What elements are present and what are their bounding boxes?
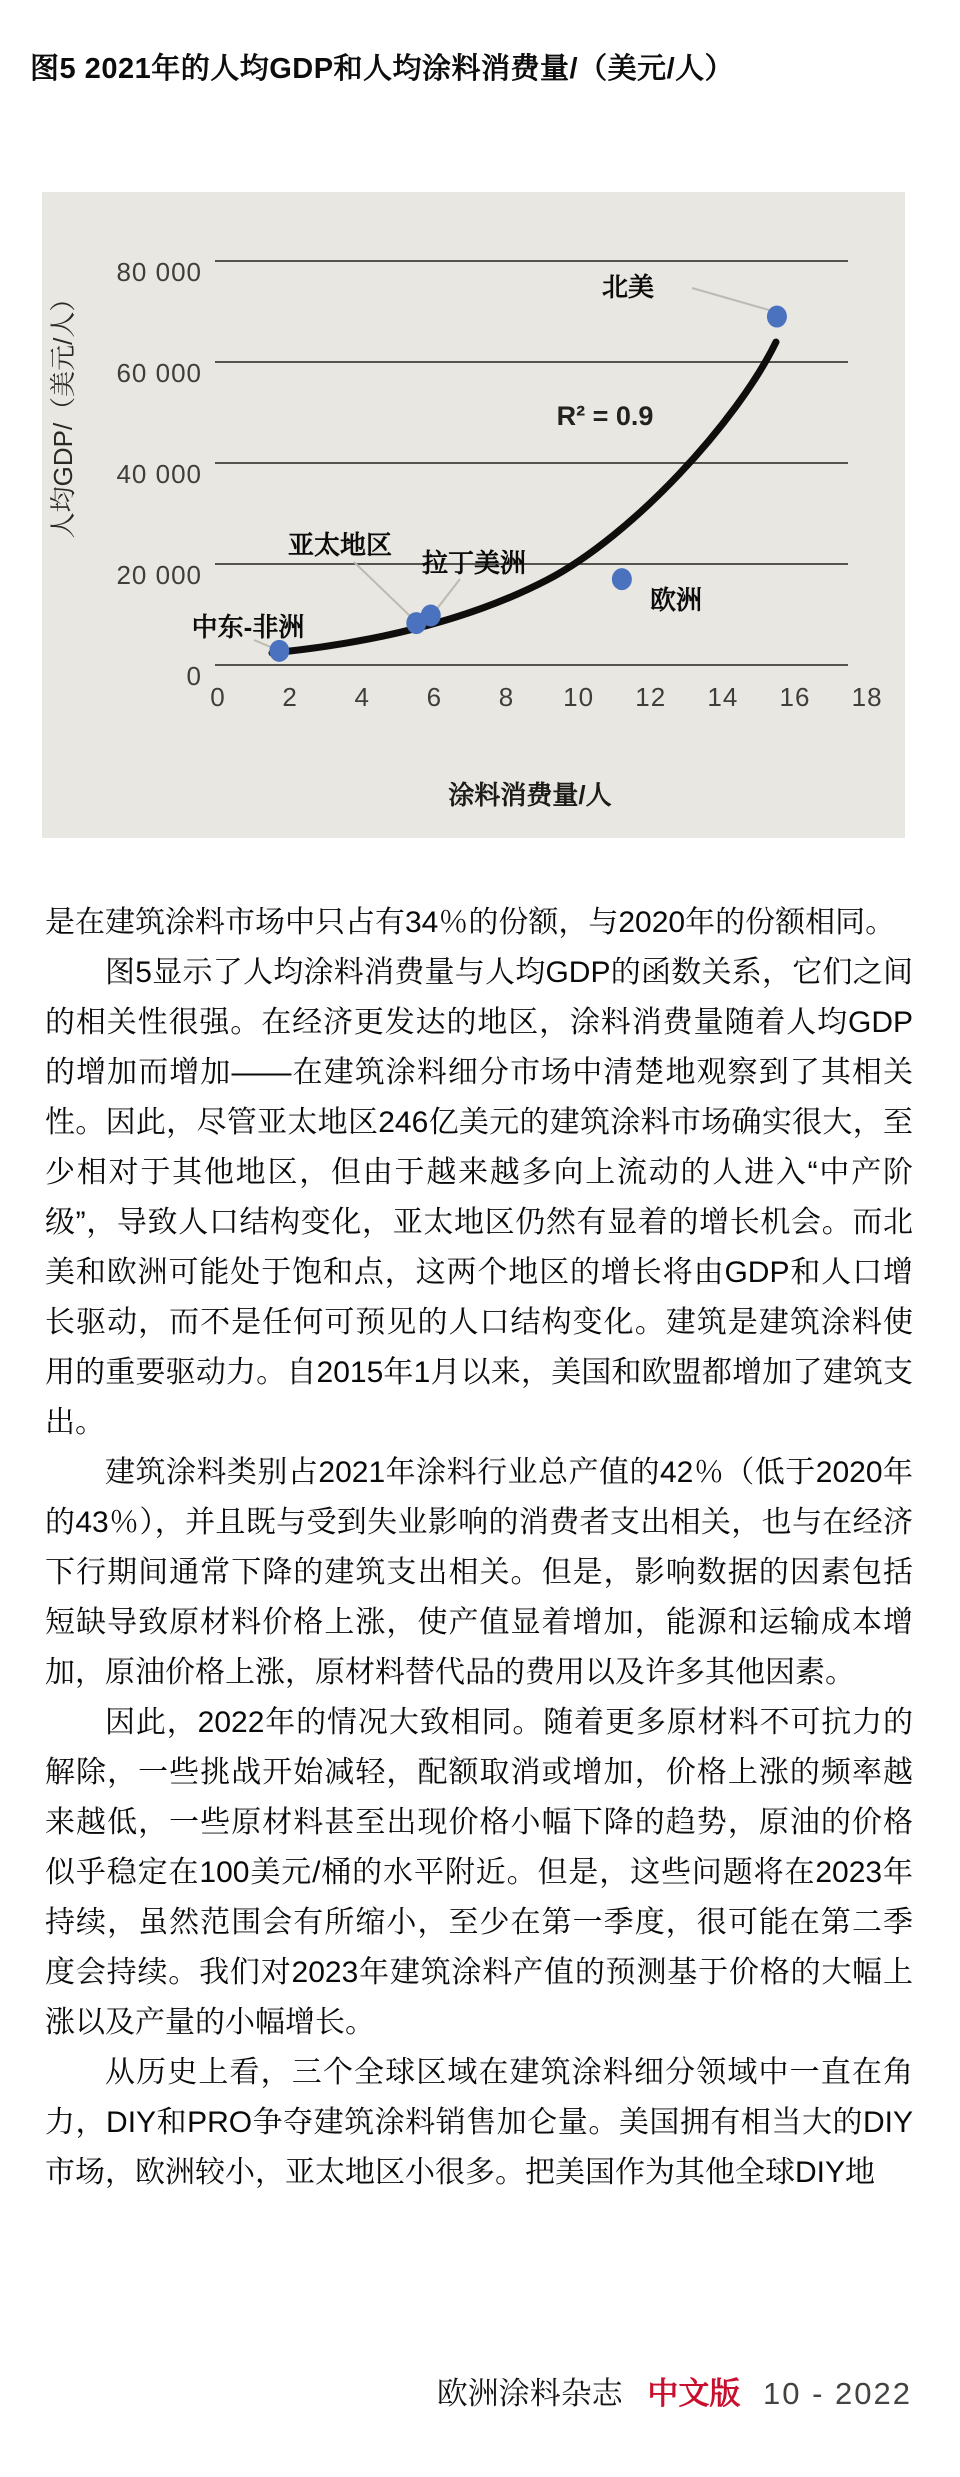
- data-point: [767, 306, 787, 328]
- body-paragraph: 因此，2022年的情况大致相同。随着更多原材料不可抗力的解除，一些挑战开始减轻，配额取消或增加，价格上涨的频率越来越低，一些原材料甚至出现价格小幅下降的趋势，原油的价格似乎稳定在100美元/桶的水平附近。但是，这些问题将在2023年持续，虽然范围会有所缩小，至少在第一季度，很可能在第二季度会持续。我们对2023年建筑涂料产值的预测基于价格的大幅上涨以及产量的小幅增长。: [45, 1706, 913, 2039]
- label-leader-line: [354, 562, 410, 616]
- x-tick-label: 8: [498, 682, 515, 712]
- label-leader-line: [692, 288, 769, 310]
- data-point: [421, 605, 441, 627]
- x-axis-title: 涂料消费量/人: [448, 780, 612, 810]
- body-paragraph: 建筑涂料类别占2021年涂料行业总产值的42％（低于2020年的43％），并且既与受到失业影响的消费者支出相关，也与在经济下行期间通常下降的建筑支出相关。但是，影响数据的因素包括短缺导致原材料价格上涨，使产值显着增加，能源和运输成本增加，原油价格上涨，原材料替代品的费用以及许多其他因素。: [45, 1456, 913, 1689]
- x-tick-label: 18: [851, 682, 883, 712]
- y-tick-label: 0: [186, 661, 202, 691]
- journal-name: 欧洲涂料杂志: [436, 2376, 623, 2411]
- y-axis-title: 人均GDP/（美元/人）: [48, 285, 78, 539]
- y-tick-label: 80 000: [116, 257, 202, 287]
- chart-panel: [42, 192, 905, 838]
- data-point: [612, 568, 632, 590]
- y-tick-label: 40 000: [116, 459, 202, 489]
- issue-number: 10 - 2022: [763, 2376, 912, 2411]
- x-tick-label: 2: [282, 682, 298, 712]
- x-tick-label: 6: [426, 682, 443, 712]
- point-label: 亚太地区: [287, 530, 393, 560]
- point-label: 欧洲: [649, 585, 703, 615]
- x-tick-label: 12: [635, 682, 667, 712]
- x-tick-label: 4: [354, 682, 370, 712]
- point-label: 中东-非洲: [191, 612, 305, 642]
- r-squared-annotation: R² = 0.9: [556, 401, 654, 431]
- y-tick-label: 60 000: [116, 358, 202, 388]
- label-leader-line: [436, 579, 460, 610]
- x-tick-label: 16: [779, 682, 811, 712]
- y-tick-label: 20 000: [116, 560, 202, 590]
- body-paragraph: 从历史上看，三个全球区域在建筑涂料细分领域中一直在角力，DIY和PRO争夺建筑涂料销售加仑量。美国拥有相当大的DIY市场，欧洲较小，亚太地区小很多。把美国作为其他全球DIY地: [45, 2056, 913, 2189]
- x-tick-label: 10: [563, 682, 595, 712]
- article-body: [45, 898, 913, 2198]
- data-point: [269, 640, 289, 662]
- body-paragraph: 是在建筑涂料市场中只占有34％的份额，与2020年的份额相同。: [45, 906, 896, 939]
- point-label: 拉丁美洲: [421, 548, 527, 578]
- body-paragraph: 图5显示了人均涂料消费量与人均GDP的函数关系，它们之间的相关性很强。在经济更发达的地区，涂料消费量随着人均GDP的增加而增加——在建筑涂料细分市场中清楚地观察到了其相关性。因此，尽管亚太地区246亿美元的建筑涂料市场确实很大，至少相对于其他地区，但由于越来越多向上流动的人进入“中产阶级”，导致人口结构变化，亚太地区仍然有显着的增长机会。而北美和欧洲可能处于饱和点，这两个地区的增长将由GDP和人口增长驱动，而不是任何可预见的人口结构变化。建筑是建筑涂料使用的重要驱动力。自2015年1月以来，美国和欧盟都增加了建筑支出。: [45, 956, 913, 1439]
- x-tick-label: 0: [210, 682, 226, 712]
- point-label: 北美: [601, 272, 655, 302]
- page-footer: [0, 2368, 912, 2413]
- scatter-chart: [42, 192, 905, 838]
- edition-label: 中文版: [647, 2376, 741, 2411]
- figure-title: 图5 2021年的人均GDP和人均涂料消费量/（美元/人）: [30, 53, 735, 85]
- x-tick-label: 14: [707, 682, 739, 712]
